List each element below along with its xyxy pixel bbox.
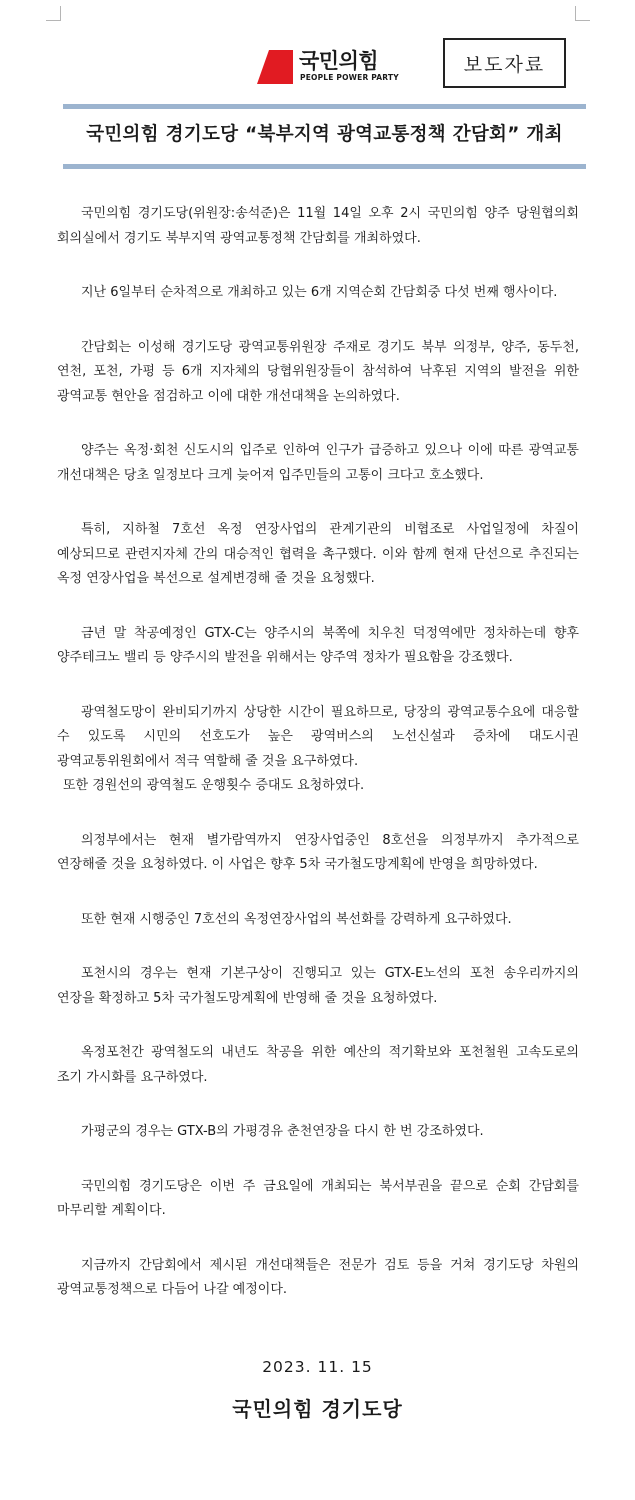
paragraph: 양주는 옥정·회천 신도시의 입주로 인하여 인구가 급증하고 있으나 이에 따른 광역교통 개선대책은 당초 일정보다 크게 늦어져 입주민들의 고통이 크다고 호소했다. — [57, 443, 579, 483]
paragraph: 특히, 지하철 7호선 옥정 연장사업의 관계기관의 비협조로 사업일정에 차질이 예상되므로 관련지자체 간의 대승적인 협력을 촉구했다. 이와 함께 현재 단선으로 추진되는 옥정 연장사업을 복선으로 설계변경해 줄 것을 요청했다. — [57, 522, 579, 586]
paragraph: 옥정포천간 광역철도의 내년도 착공을 위한 예산의 적기확보와 포천철원 고속도로의 조기 가시화를 요구하였다. — [57, 1045, 579, 1085]
title-rule-top — [63, 104, 586, 109]
paragraph: 포천시의 경우는 현재 기본구상이 진행되고 있는 GTX-E노선의 포천 송우리까지의 연장을 확정하고 5차 국가철도망계획에 반영해 줄 것을 요청하였다. — [57, 966, 579, 1006]
logo-name: 국민의힘 — [299, 49, 379, 73]
paragraph: 광역철도망이 완비되기까지 상당한 시간이 필요하므로, 당장의 광역교통수요에 대응할 수 있도록 시민의 선호도가 높은 광역버스의 노선신설과 증차에 대도시권 광역교통위원회에서 적극 역할해 줄 것을 요구하였다. — [57, 704, 579, 769]
document-body — [57, 202, 579, 1303]
paragraph: 간담회는 이성해 경기도당 광역교통위원장 주재로 경기도 북부 의정부, 양주, 동두천, 연천, 포천, 가평 등 6개 지자체의 당협위원장들이 참석하여 낙후된 지역의 발전을 위한 광역교통 현안을 점검하고 이에 대한 개선대책을 논의하였다. — [57, 339, 579, 404]
document-title: 국민의힘 경기도당 “북부지역 광역교통정책 간담회” 개최 — [86, 124, 563, 145]
title-rule-bottom — [63, 164, 586, 169]
press-release-label: 보도자료 — [443, 38, 566, 88]
crop-mark-top-right — [575, 6, 590, 21]
paragraph: 가평군의 경우는 GTX-B의 가평경유 춘천연장을 다시 한 번 강조하였다. — [81, 1124, 484, 1139]
paragraph: 또한 경원선의 광역철도 운행횟수 증대도 요청하였다. — [63, 778, 365, 793]
paragraph: 국민의힘 경기도당은 이번 주 금요일에 개최되는 북서부권을 끝으로 순회 간담회를 마무리할 계획이다. — [57, 1178, 579, 1218]
party-logo — [255, 45, 399, 89]
paragraph: 국민의힘 경기도당(위원장:송석준)은 11월 14일 오후 2시 국민의힘 양주 당원협의회 회의실에서 경기도 북부지역 광역교통정책 간담회를 개최하였다. — [57, 206, 579, 246]
signature: 국민의힘 경기도당 — [232, 1397, 403, 1421]
crop-mark-top-left — [46, 6, 61, 21]
paragraph: 또한 현재 시행중인 7호선의 옥정연장사업의 복선화를 강력하게 요구하였다. — [81, 911, 512, 927]
release-date: 2023. 11. 15 — [262, 1358, 373, 1376]
paragraph: 금년 말 착공예정인 GTX-C는 양주시의 북쪽에 치우친 덕정역에만 정차하는데 향후 양주테크노 밸리 등 양주시의 발전을 위해서는 양주역 정차가 필요함을 강조했다. — [57, 625, 579, 665]
paragraph: 지금까지 간담회에서 제시된 개선대책들은 전문가 검토 등을 거쳐 경기도당 차원의 광역교통정책으로 다듬어 나갈 예정이다. — [57, 1257, 579, 1297]
party-logo-mark — [255, 48, 295, 86]
paragraph: 의정부에서는 현재 별가람역까지 연장사업중인 8호선을 의정부까지 추가적으로 연장해줄 것을 요청하였다. 이 사업은 향후 5차 국가철도망계획에 반영을 희망하였다. — [57, 832, 579, 872]
paragraph: 지난 6일부터 순차적으로 개최하고 있는 6개 지역순회 간담회중 다섯 번째 행사이다. — [81, 285, 558, 300]
logo-subtitle: PEOPLE POWER PARTY — [300, 73, 399, 82]
